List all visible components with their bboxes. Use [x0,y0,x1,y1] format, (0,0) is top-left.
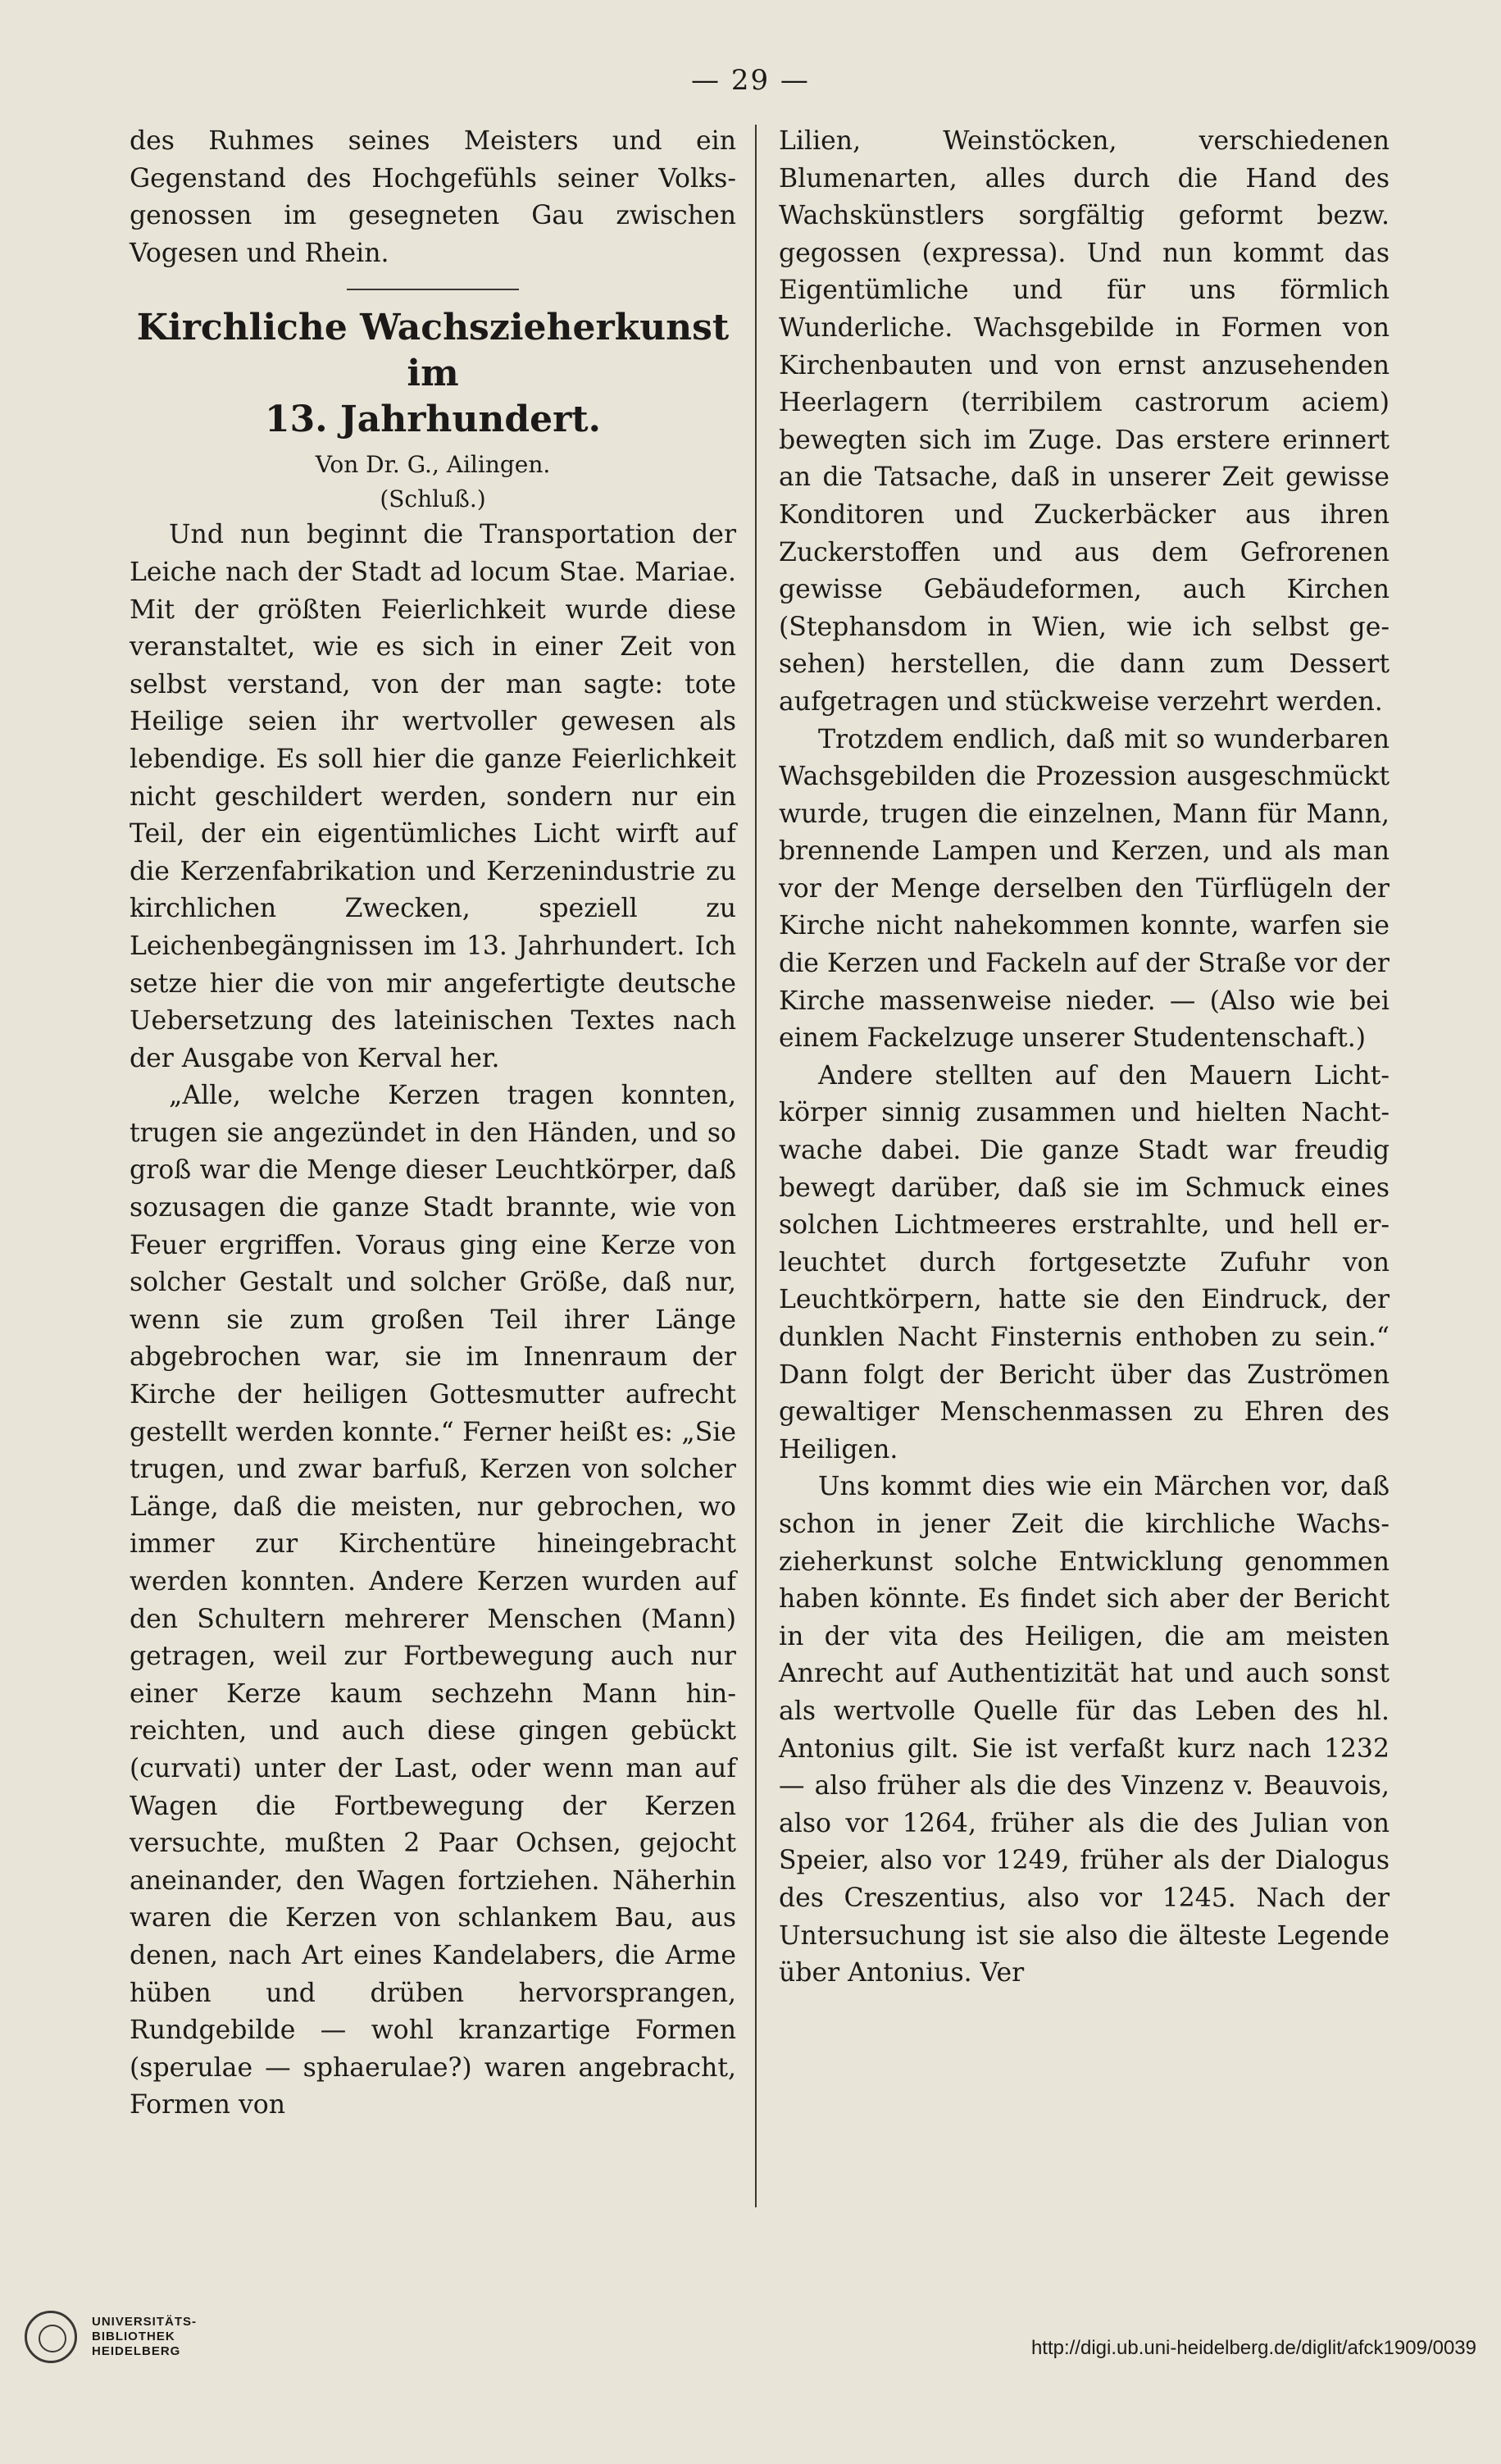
left-column [130,123,736,2125]
article-title [130,305,736,443]
right-paragraph-1: Trotzdem endlich, daß mit so wunderbaren Wachsgebilden die Prozession ausgeschmückt wurde, trugen die einzelnen, Mann für Mann, brennende Lampen und Kerzen, und als man vor der Menge derselben den Türflügeln der Kirche nicht nahekommen konnte, warfen sie die Kerzen und Fackeln auf der Straße vor der Kirche massenweise nieder. — (Also wie bei einem Fackelzuge unserer Studentenschaft.) [779,724,1390,1054]
library-name-line-3: HEIDELBERG [92,2344,181,2358]
right-paragraph-3: Uns kommt dies wie ein Märchen vor, daß schon in jener Zeit die kirchliche Wachszieherkunst solche Entwicklung genommen haben könnte. Es findet sich aber der Bericht in der vita des Heiligen, die am meisten Anrecht auf Authentizität hat und auch sonst als wertvolle Quelle für das Leben des hl. Antonius gilt. Sie ist verfaßt kurz nach 1232 — also früher als die des Vinzenz v. Beauvois, also vor 1264, früher als die des Julian von Speier, also vor 1249, früher als der Dialogus des Creszentius, also vor 1245. Nach der Untersuchung ist sie also die älteste Legende über Antonius. Ver [779,1472,1390,1988]
library-seal-icon [25,2311,77,2363]
library-name [92,2315,197,2359]
library-logo [25,2311,197,2363]
library-name-line-1: UNIVERSITÄTS- [92,2315,198,2329]
article-title-line-2: 13. Jahrhundert. [265,399,601,441]
right-carryover-paragraph: Lilien, Weinstöcken, verschiedenen Blumenarten, alles durch die Hand des Wachskünstlers sorgfältig geformt bezw. gegossen (expressa). Und nun kommt das Eigentümliche und für uns förmlich Wunderliche. Wachsgebilde in Formen von Kirchenbauten und von ernst anzusehenden Heerlagern (terribilem castrorum aciem) bewegten sich im Zuge. Das erstere erinnert an die Tatsache, daß in unserer Zeit gewisse Konditoren und Zuckerbäcker aus ihren Zuckerstoffen und aus dem Gefrorenen gewisse Gebäudeformen, auch Kirchen (Stephansdom in Wien, wie ich selbst gesehen) herstellen, die dann zum Dessert aufgetragen und stückweise verzehrt werden. [779,126,1390,717]
source-url-link[interactable]: http://digi.ub.uni-heidelberg.de/diglit/afck1909/0039 [1030,2337,1476,2359]
left-paragraph-1: Und nun beginnt die Transportation der Leiche nach der Stadt ad locum Stae. Mariae. Mit der größten Feierlichkeit wurde diese veranstaltet, wie es sich in einer Zeit von selbst verstand, von der man sagte: tote Heilige seien ihr wertvoller gewesen als lebendige. Es soll hier die ganze Feierlichkeit nicht geschildert werden, sondern nur ein Teil, der ein eigentümliches Licht wirft auf die Kerzenfabrikation und Kerzenindustrie zu kirchlichen Zwecken, speziell zu Leichenbegängnissen im 13. Jahrhundert. Ich setze hier die von mir angefertigte deutsche Uebersetzung des lateinischen Textes nach der Ausgabe von Kerval her. [130,520,736,1073]
column-divider [755,125,757,2207]
page-number: — 29 — [691,64,810,97]
left-carryover-paragraph: des Ruhmes seines Meisters und ein Gegenstand des Hochgefühls seiner Volksgenossen im gesegneten Gau zwischen Vogesen und Rhein. [130,126,736,268]
right-paragraph-2: Andere stellten auf den Mauern Lichtkörper sinnig zusammen und hielten Nachtwache dabei. Die ganze Stadt war freudig bewegt darüber, daß sie im Schmuck eines solchen Lichtmeeres erstrahlte, und hell erleuchtet durch fortgesetzte Zufuhr von Leuchtkörpern, hatte sie den Eindruck, der dunklen Nacht Finsternis enthoben zu sein.“ Dann folgt der Bericht über das Zuströmen gewaltiger Menschenmassen zu Ehren des Heiligen. [779,1060,1390,1464]
conclusion-note: (Schluß.) [380,485,486,513]
left-paragraph-2: „Alle, welche Kerzen tragen konnten, trugen sie angezündet in den Händen, und so groß war die Menge dieser Leuchtkörper, daß sozusagen die ganze Stadt brannte, wie von Feuer ergriffen. Voraus ging eine Kerze von solcher Gestalt und solcher Größe, daß nur, wenn sie zum großen Teil ihrer Länge abgebrochen war, sie im Innenraum der Kirche der heiligen Gottesmutter aufrecht gestellt werden konnte.“ Ferner heißt es: „Sie trugen, und zwar barfuß, Kerzen von solcher Länge, daß die meisten, nur gebrochen, wo immer zur Kirchentüre hineingebracht werden konnten. Andere Kerzen wurden auf den Schultern mehrerer Menschen (Mann) getragen, weil zur Fortbewegung auch nur einer Kerze kaum sechzehn Mann hinreichten, und auch diese gingen gebückt (curvati) unter der Last, oder wenn man auf Wagen die Fortbewegung der Kerzen versuchte, mußten 2 Paar Ochsen, gejocht aneinander, den Wagen fortziehen. Näherhin waren die Kerzen von schlankem Bau, aus denen, nach Art eines Kandelabers, die Arme hüben und drüben hervorsprangen, Rundgebilde — wohl kranzartige Formen (sperulae — sphaerulae?) waren angebracht, Formen von [130,1081,736,2120]
author-byline: Von Dr. G., Ailingen. [315,451,551,479]
right-column [779,123,1390,1993]
library-name-line-2: BIBLIOTHEK [92,2330,175,2343]
title-divider [347,289,519,290]
article-title-line-1: Kirchliche Wachszieherkunst im [136,307,730,395]
